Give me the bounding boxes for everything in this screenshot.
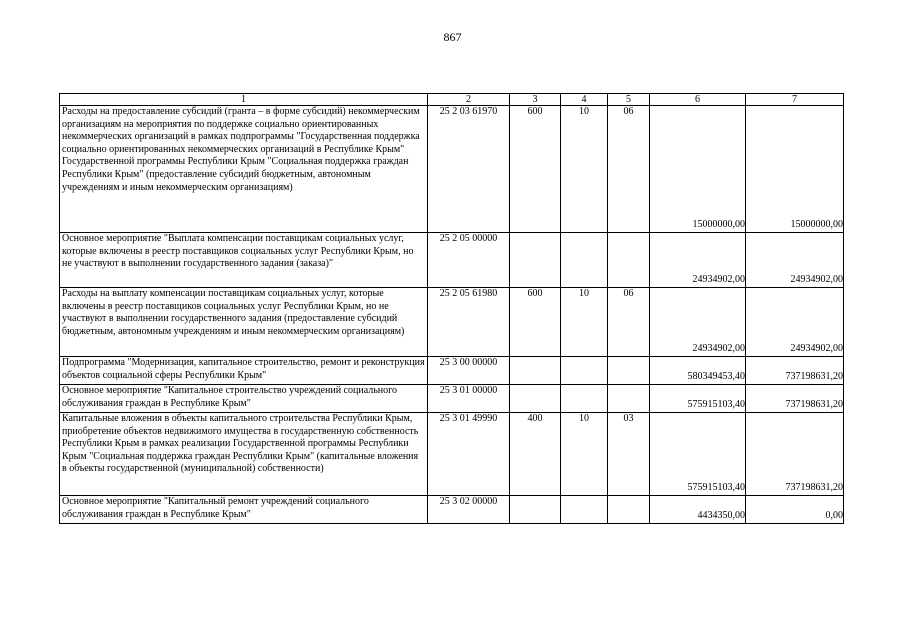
target-code: 25 2 03 61970	[428, 106, 510, 233]
target-code: 25 2 05 61980	[428, 288, 510, 357]
expense-name: Основное мероприятие "Выплата компенсации поставщикам социальных услуг, которые включены в реестр поставщиков социальных услуг Республики Крым, но не участвуют в выполнении государственного задания (заказа)"	[60, 233, 428, 288]
amount-year-2: 0,00	[746, 496, 844, 524]
amount-year-1: 580349453,40	[650, 357, 746, 385]
subsection-code	[608, 233, 650, 288]
table-row	[60, 106, 844, 233]
table-row	[60, 357, 844, 385]
subsection-code: 06	[608, 106, 650, 233]
page-number: 867	[443, 30, 462, 44]
subsection-code	[608, 357, 650, 385]
column-header: 1	[60, 94, 428, 106]
expense-name: Основное мероприятие "Капитальное строительство учреждений социального обслуживания граждан в Республике Крым"	[60, 385, 428, 413]
amount-year-1: 24934902,00	[650, 288, 746, 357]
amount-year-1: 575915103,40	[650, 413, 746, 496]
section-code	[561, 357, 608, 385]
table-row	[60, 385, 844, 413]
amount-year-1: 15000000,00	[650, 106, 746, 233]
section-code	[561, 496, 608, 524]
target-code: 25 3 00 00000	[428, 357, 510, 385]
column-header: 7	[746, 94, 844, 106]
section-code: 10	[561, 413, 608, 496]
expense-type-code: 600	[510, 288, 561, 357]
budget-table	[59, 93, 844, 524]
amount-year-2: 24934902,00	[746, 288, 844, 357]
column-header: 6	[650, 94, 746, 106]
subsection-code: 06	[608, 288, 650, 357]
column-header: 4	[561, 94, 608, 106]
expense-name: Капитальные вложения в объекты капитального строительства Республики Крым, приобретение объектов недвижимого имущества в государственную собственность Республики Крым в рамках реализации Государственной программы Республики Крым "Социальная поддержка граждан Республики Крым" (капитальные вложения в объекты государственной (муниципальной) собственности)	[60, 413, 428, 496]
expense-type-code	[510, 496, 561, 524]
target-code: 25 3 01 00000	[428, 385, 510, 413]
column-header: 3	[510, 94, 561, 106]
column-header: 5	[608, 94, 650, 106]
expense-type-code	[510, 357, 561, 385]
table-row	[60, 496, 844, 524]
section-code	[561, 385, 608, 413]
amount-year-1: 575915103,40	[650, 385, 746, 413]
table-row	[60, 233, 844, 288]
target-code: 25 2 05 00000	[428, 233, 510, 288]
column-header: 2	[428, 94, 510, 106]
subsection-code	[608, 385, 650, 413]
amount-year-1: 24934902,00	[650, 233, 746, 288]
target-code: 25 3 02 00000	[428, 496, 510, 524]
expense-type-code: 600	[510, 106, 561, 233]
table-row	[60, 413, 844, 496]
subsection-code	[608, 496, 650, 524]
target-code: 25 3 01 49990	[428, 413, 510, 496]
amount-year-2: 737198631,20	[746, 413, 844, 496]
expense-name: Расходы на предоставление субсидий (гранта – в форме субсидий) некоммерческим организациям на мероприятия по поддержке социально ориентированных некоммерческих организаций в рамках подпрограммы "Государственная поддержка социально ориентированных некоммерческих организаций в Республике Крым" Государственной программы Республики Крым "Социальная поддержка граждан Республики Крым" (предоставление субсидий бюджетным, автономным учреждениям и иным некоммерческим организациям)	[60, 106, 428, 233]
section-code: 10	[561, 106, 608, 233]
amount-year-2: 24934902,00	[746, 233, 844, 288]
table-row	[60, 288, 844, 357]
amount-year-2: 737198631,20	[746, 385, 844, 413]
amount-year-2: 15000000,00	[746, 106, 844, 233]
subsection-code: 03	[608, 413, 650, 496]
expense-name: Расходы на выплату компенсации поставщикам социальных услуг, которые включены в реестр поставщиков социальных услуг Республики Крым, но не участвуют в выполнении государственного задания (предоставление субсидий бюджетным, автономным учреждениям и иным некоммерческим организациям)	[60, 288, 428, 357]
expense-name: Основное мероприятие "Капитальный ремонт учреждений социального обслуживания граждан в Республике Крым"	[60, 496, 428, 524]
amount-year-1: 4434350,00	[650, 496, 746, 524]
expense-name: Подпрограмма "Модернизация, капитальное строительство, ремонт и реконструкция объектов социальной сферы Республики Крым"	[60, 357, 428, 385]
table-header-row	[60, 94, 844, 106]
section-code	[561, 233, 608, 288]
expense-type-code	[510, 385, 561, 413]
amount-year-2: 737198631,20	[746, 357, 844, 385]
expense-type-code	[510, 233, 561, 288]
section-code: 10	[561, 288, 608, 357]
expense-type-code: 400	[510, 413, 561, 496]
